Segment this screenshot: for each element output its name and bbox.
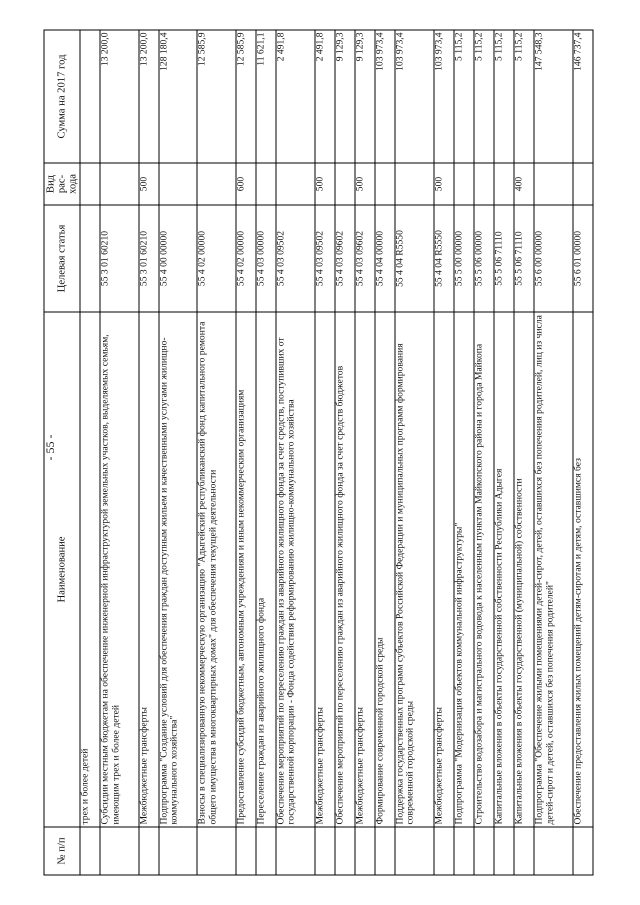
cell-code: 55 4 04 00000 bbox=[374, 205, 394, 312]
cell-vid bbox=[572, 163, 592, 205]
cell-vid: 500 bbox=[354, 163, 374, 205]
cell-name: Поддержка государственных программ субъектов Российской Федерации и муниципальных программ формирования современной городской среды bbox=[395, 312, 434, 827]
table-row bbox=[255, 30, 275, 875]
table-row bbox=[314, 30, 334, 875]
cell-vid: 400 bbox=[514, 163, 534, 205]
table-row bbox=[235, 30, 255, 875]
cell-vid: 600 bbox=[235, 163, 255, 205]
header-code: Целевая статья bbox=[44, 205, 80, 312]
table-row bbox=[395, 30, 434, 875]
cell-num bbox=[453, 827, 473, 875]
cell-name: Подпрограмма "Создание условий для обеспечения граждан доступным жильем и качественными услугами жилищно-коммунального хозяйства" bbox=[158, 312, 197, 827]
cell-sum: 9 129,3 bbox=[354, 30, 374, 163]
cell-sum: 2 491,8 bbox=[314, 30, 334, 163]
cell-code: 55 4 04 R5550 bbox=[395, 205, 434, 312]
cell-code: 55 4 03 09502 bbox=[276, 205, 315, 312]
cell-code: 55 6 01 00000 bbox=[572, 205, 592, 312]
cell-vid: 500 bbox=[314, 163, 334, 205]
table-row bbox=[493, 30, 513, 875]
cell-name: Межбюджетные трансферты bbox=[354, 312, 374, 827]
cell-name: Обеспечение мероприятий по переселению граждан из аварийного жилищного фонда за счет средств бюджетов bbox=[334, 312, 354, 827]
cell-name: Межбюджетные трансферты bbox=[138, 312, 158, 827]
header-sum: Сумма на 2017 год bbox=[44, 30, 80, 163]
cell-sum: 12 585,9 bbox=[197, 30, 236, 163]
cell-sum: 12 585,9 bbox=[235, 30, 255, 163]
cell-vid bbox=[395, 163, 434, 205]
cell-vid bbox=[473, 163, 493, 205]
cell-code: 55 5 06 00000 bbox=[473, 205, 493, 312]
cell-vid bbox=[100, 163, 139, 205]
cell-num bbox=[276, 827, 315, 875]
table-row bbox=[473, 30, 493, 875]
cell-name: Переселение граждан из аварийного жилищного фонда bbox=[255, 312, 275, 827]
table-row bbox=[100, 30, 139, 875]
cell-vid bbox=[80, 163, 100, 205]
cell-vid bbox=[374, 163, 394, 205]
cell-code: 55 5 06 71110 bbox=[514, 205, 534, 312]
table-row bbox=[534, 30, 573, 875]
table-row bbox=[276, 30, 315, 875]
cell-sum: 128 180,4 bbox=[158, 30, 197, 163]
cell-code: 55 4 03 09602 bbox=[354, 205, 374, 312]
cell-vid bbox=[534, 163, 573, 205]
cell-num bbox=[354, 827, 374, 875]
cell-code bbox=[80, 205, 100, 312]
cell-code: 55 4 03 09602 bbox=[334, 205, 354, 312]
cell-num bbox=[572, 827, 592, 875]
cell-name: Капитальные вложения в объекты государственной собственности Республики Адыгея bbox=[493, 312, 513, 827]
cell-num bbox=[100, 827, 139, 875]
cell-sum: 11 621,1 bbox=[255, 30, 275, 163]
table-row bbox=[374, 30, 394, 875]
cell-name: Капитальные вложения в объекты государственной (муниципальной) собственности bbox=[514, 312, 534, 827]
cell-code: 55 4 02 00000 bbox=[197, 205, 236, 312]
cell-num bbox=[158, 827, 197, 875]
cell-name: Обеспечение предоставления жилых помещений детям-сиротам и детям, оставшимся без bbox=[572, 312, 592, 827]
cell-vid bbox=[334, 163, 354, 205]
cell-vid bbox=[453, 163, 473, 205]
table-row bbox=[572, 30, 592, 875]
cell-num bbox=[197, 827, 236, 875]
cell-num bbox=[514, 827, 534, 875]
table-row bbox=[354, 30, 374, 875]
cell-vid bbox=[158, 163, 197, 205]
cell-num bbox=[493, 827, 513, 875]
cell-code: 55 5 06 71110 bbox=[493, 205, 513, 312]
table-row bbox=[138, 30, 158, 875]
cell-code: 55 3 01 60210 bbox=[100, 205, 139, 312]
cell-code: 55 3 01 60210 bbox=[138, 205, 158, 312]
cell-sum: 147 548,3 bbox=[534, 30, 573, 163]
table-row bbox=[334, 30, 354, 875]
cell-vid bbox=[276, 163, 315, 205]
cell-num bbox=[80, 827, 100, 875]
cell-num bbox=[395, 827, 434, 875]
cell-num bbox=[235, 827, 255, 875]
cell-code: 55 4 02 00000 bbox=[235, 205, 255, 312]
table-row bbox=[514, 30, 534, 875]
budget-table bbox=[43, 29, 593, 875]
cell-name: Межбюджетные трансферты bbox=[314, 312, 334, 827]
cell-sum: 2 491,8 bbox=[276, 30, 315, 163]
page-number: - 55 - bbox=[42, 434, 57, 461]
cell-name: трех и более детей bbox=[80, 312, 100, 827]
cell-sum: 103 973,4 bbox=[374, 30, 394, 163]
table-row bbox=[453, 30, 473, 875]
cell-num bbox=[334, 827, 354, 875]
cell-vid bbox=[255, 163, 275, 205]
cell-code: 55 5 00 00000 bbox=[453, 205, 473, 312]
header-name: Наименование bbox=[44, 312, 80, 827]
cell-sum: 5 115,2 bbox=[473, 30, 493, 163]
cell-name: Межбюджетные трансферты bbox=[433, 312, 453, 827]
cell-num bbox=[314, 827, 334, 875]
cell-name: Строительство водозабора и магистрального водовода к населенным пунктам Майкопского района и города Майкопа bbox=[473, 312, 493, 827]
cell-sum: 9 129,3 bbox=[334, 30, 354, 163]
cell-num bbox=[433, 827, 453, 875]
cell-code: 55 4 03 00000 bbox=[255, 205, 275, 312]
cell-name: Формирование современной городской среды bbox=[374, 312, 394, 827]
table-row bbox=[197, 30, 236, 875]
table-row bbox=[158, 30, 197, 875]
cell-code: 55 6 00 00000 bbox=[534, 205, 573, 312]
cell-sum: 103 973,4 bbox=[433, 30, 453, 163]
cell-vid: 500 bbox=[433, 163, 453, 205]
cell-name: Подпрограмма "Обеспечение жилыми помещениями детей-сирот, детей, оставшихся без попечения родителей, лиц из числа детей-сирот и детей, оставшихся без попечения родителей" bbox=[534, 312, 573, 827]
cell-name: Взносы в специализированную некоммерческую организацию "Адыгейский республиканский фонд капитального ремонта общего имущества в многоквартирных домах" для обеспечения текущей деятельности bbox=[197, 312, 236, 827]
cell-sum: 5 115,2 bbox=[453, 30, 473, 163]
cell-name: Субсидии местным бюджетам на обеспечение инженерной инфраструктурой земельных участков, выделяемых семьям, имеющим трех и более детей bbox=[100, 312, 139, 827]
header-num: № п/п bbox=[44, 827, 80, 875]
cell-num bbox=[255, 827, 275, 875]
cell-name: Обеспечение мероприятий по переселению граждан из аварийного жилищного фонда за счет средств, поступивших от государственной корпорации - Фонда содействия реформированию жилищно-коммунального хозяйства bbox=[276, 312, 315, 827]
header-vid: Вид рас-хода bbox=[44, 163, 80, 205]
table-row bbox=[433, 30, 453, 875]
cell-sum: 103 973,4 bbox=[395, 30, 434, 163]
table-body bbox=[80, 30, 593, 875]
cell-vid bbox=[197, 163, 236, 205]
cell-code: 55 4 00 00000 bbox=[158, 205, 197, 312]
cell-num bbox=[473, 827, 493, 875]
cell-sum: 146 737,4 bbox=[572, 30, 592, 163]
table-row bbox=[80, 30, 100, 875]
cell-num bbox=[534, 827, 573, 875]
cell-sum bbox=[80, 30, 100, 163]
cell-num bbox=[138, 827, 158, 875]
cell-num bbox=[374, 827, 394, 875]
cell-vid: 500 bbox=[138, 163, 158, 205]
cell-sum: 13 200,0 bbox=[138, 30, 158, 163]
cell-sum: 5 115,2 bbox=[493, 30, 513, 163]
cell-sum: 13 200,0 bbox=[100, 30, 139, 163]
cell-name: Подпрограмма "Модернизация объектов коммунальной инфраструктуры" bbox=[453, 312, 473, 827]
cell-sum: 5 115,2 bbox=[514, 30, 534, 163]
cell-name: Предоставление субсидий бюджетным, автономным учреждениям и иным некоммерческим организациям bbox=[235, 312, 255, 827]
cell-code: 55 4 04 R5550 bbox=[433, 205, 453, 312]
cell-code: 55 4 03 09502 bbox=[314, 205, 334, 312]
rotated-table-container bbox=[43, 30, 593, 875]
cell-vid bbox=[493, 163, 513, 205]
